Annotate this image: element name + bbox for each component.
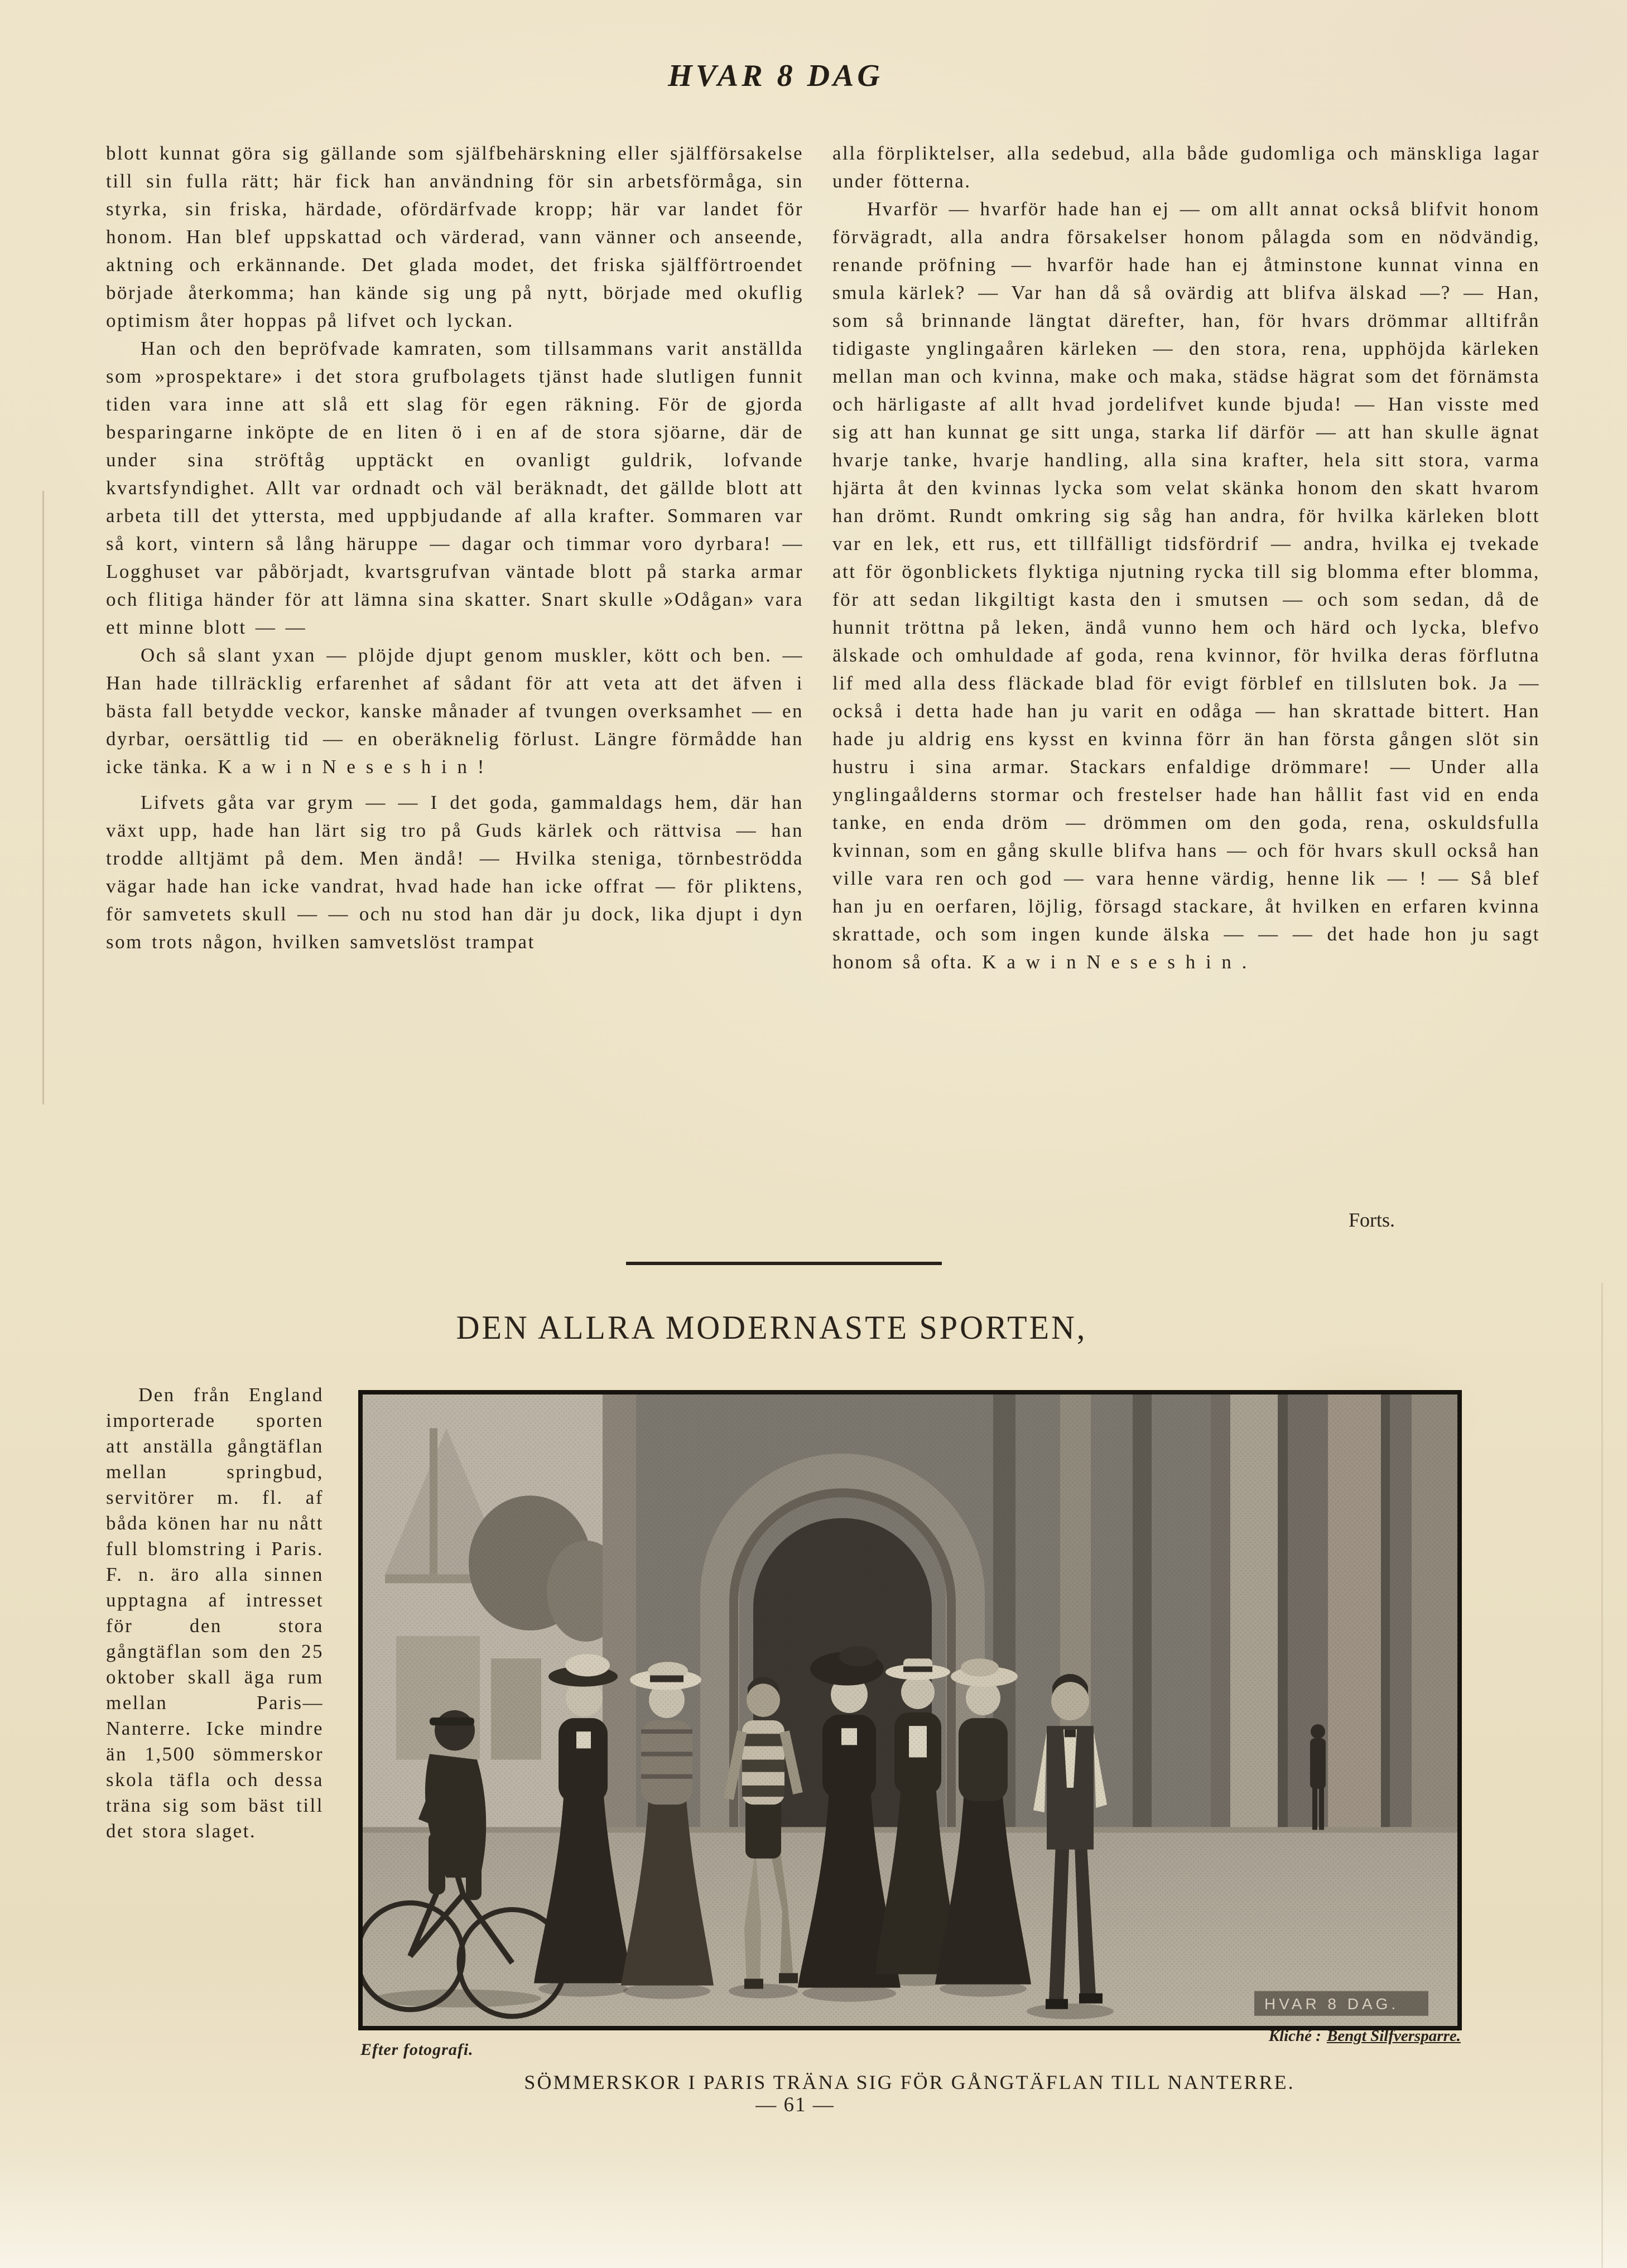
scan-artifact-line bbox=[42, 491, 44, 1104]
photo-scene bbox=[363, 1394, 1457, 2026]
story-paragraph: blott kunnat göra sig gällande som själfbehärskning eller själfförsakelse till sin fulla rätt; här fick han användning för sin arbetsförmåga, sin styrka, sin friska, härdade, ofördärfvade kropp; här var landet för honom. Han blef uppskattad och värderad, vann vänner och anseende, aktning och erkännande. Det glada modet, det friska själfförtroendet började återkomma; han kände sig ung på nytt, började med okuflig optimism åter hoppas på lifvet och lyckan. bbox=[106, 142, 803, 331]
masthead-title: HVAR 8 DAG bbox=[668, 59, 883, 93]
story-paragraph: alla förpliktelser, alla sedebud, alla både gudomliga och mänskliga lagar under fötterna. bbox=[832, 142, 1540, 192]
photo-credit-name: Bengt Silfversparre. bbox=[1326, 2027, 1461, 2045]
photograph-halftone bbox=[358, 1390, 1462, 2030]
story-paragraph: Och så slant yxan — plöjde djupt genom muskler, kött och ben. — Han hade tillräcklig erfarenhet af sådant för att veta att det äfven i bästa fall betydde veckor, kanske månader af tvungen overksamhet — en dyrbar, oersättlig tid — en oberäknelig förlust. Längre förmådde han icke tänka. K a w i n N e s e s h i n ! bbox=[106, 644, 803, 778]
sport-paragraph: Den från England importerade sporten att anställa gångtäflan mellan springbud, servitörer m. fl. af båda könen har nu nått full blomstring i Paris. F. n. äro alla sinnen upptagna af intresset för den stora gångtäflan som den 25 oktober skall äga rum mellan Paris— Nanterre. Icke mindre än 1,500 sömmerskor skola täfla och dessa träna sig som bäst till det stora slaget. bbox=[106, 1384, 324, 1842]
photo-credit-label: Kliché : bbox=[1268, 2027, 1321, 2045]
story-paragraph: Han och den bepröfvade kamraten, som tillsammans varit anställda som »prospektare» i det stora grufbolagets tjänst hade slutligen funnit tiden vara inne att slå ett slag för egen räkning. För de gjorda besparingarne inköpte de en liten ö i en af de stora sjöarne, där de under sina ströftåg upptäckt en ovanligt guldrik, lofvande kvartsfyndighet. Allt var ordnadt och väl beräknadt, det gällde blott att arbeta till det yttersta, med uppbjudande af alla krafter. Sommaren var så kort, vintern så lång häruppe — dagar och timmar voro dyrbara! — Logghuset var påbörjadt, kvartsgrufvan väntade blott på starka armar och flitiga händer för att lämna sina skatter. Snart skulle »Odågan» vara ett minne blott — — bbox=[106, 337, 803, 638]
page-number: — 61 — bbox=[755, 2093, 835, 2116]
continuation-note: Forts. bbox=[1348, 1209, 1395, 1231]
story-paragraph: Hvarför — hvarför hade han ej — om allt annat också blifvit honom förvägradt, alla andra försakelser honom pålagda som en nödvändig, renande pröfning — hvarför hade han ej åtminstone kunnat vinna en smula kärlek? — Var han då så ovärdig att blifva älskad —? — Han, som så brinnande längtat därefter, han, för hvars drömmar alltifrån tidigaste ynglingaåren kärleken — den stora, rena, upphöjda kärleken mellan man och kvinna, make och maka, städse hägrat som det förnämsta och härligaste af allt hvad jordelifvet kunde bjuda! — Han visste med sig att han kunnat ge sitt unga, starka lif därför — att han skulle ägnat hvarje tanke, hvarje handling, alla sina krafter, hela sitt stora, varma hjärta åt den kvinnas lycka som velat skänka honom den skatt hvarom han drömt. Rundt omkring sig såg han andra, för hvilka kärleken blott var en lek, ett rus, ett tillfälligt tidsfördrif — andra, hvilka ej tvekade att för ögonblickets flyktiga njutning rycka till sig blomma efter blomma, för att sedan likgiltigt kasta den i smutsen — och som sedan, då de hunnit tröttna på leken, ändå vunno hem och härd och lycka, blefvo älskade och omhuldade af goda, rena kvinnor, för hvilka deras förflutna lif med alla dess fläckade blad för evigt förblef en tillsluten bok. Ja — också i detta hade han ju varit en odåga — han skrattade bittert. Han hade ju aldrig ens kysst en kvinna förr än han första gången slöt sin hustru i sina armar. Stackars enfaldige drömmare! — Under alla ynglingaålderns stormar och frestelser hade han hållit fast vid en enda tanke, en enda dröm — drömmen om den goda, rena, oskuldsfulla kvinnan, som en gång skulle blifva hans — och för hvars skull också han ville vara ren och god — vara henne värdig, henne lik — ! — Så blef han ju en oerfaren, löjlig, försagd stackare, åt hvilken en erfaren kvinna skrattade, och som ingen kunde älska — — — det hade hon ju sagt honom så ofta. K a w i n N e s e s h i n . bbox=[832, 198, 1540, 973]
section-heading: DEN ALLRA MODERNASTE SPORTEN, bbox=[456, 1308, 1087, 1347]
section-divider-rule bbox=[626, 1262, 942, 1265]
story-left-column bbox=[106, 139, 803, 956]
story-paragraph: Lifvets gåta var grym — — I det goda, gammaldags hem, där han växt upp, hade han lärt sig tro på Guds kärlek och rättvisa — han trodde alltjämt på dem. Men ändå! — Hvilka steniga, törnbeströdda vägar hade han icke vandrat, hvad hade han icke offrat — för pliktens, för samvetets skull — — och nu stod han där ju dock, lika djupt i dyn som trots någon, hvilken samvetslöst trampat bbox=[106, 792, 803, 953]
sport-intro-column bbox=[106, 1382, 324, 1844]
photo-credit-left: Efter fotografi. bbox=[360, 2040, 474, 2059]
photo-caption: SÖMMERSKOR I PARIS TRÄNA SIG FÖR GÅNGTÄFLAN TILL NANTERRE. bbox=[524, 2071, 1295, 2093]
paper-crease bbox=[1601, 1283, 1603, 2268]
photo-credit-right bbox=[1060, 2027, 1461, 2045]
story-right-column bbox=[832, 139, 1540, 976]
